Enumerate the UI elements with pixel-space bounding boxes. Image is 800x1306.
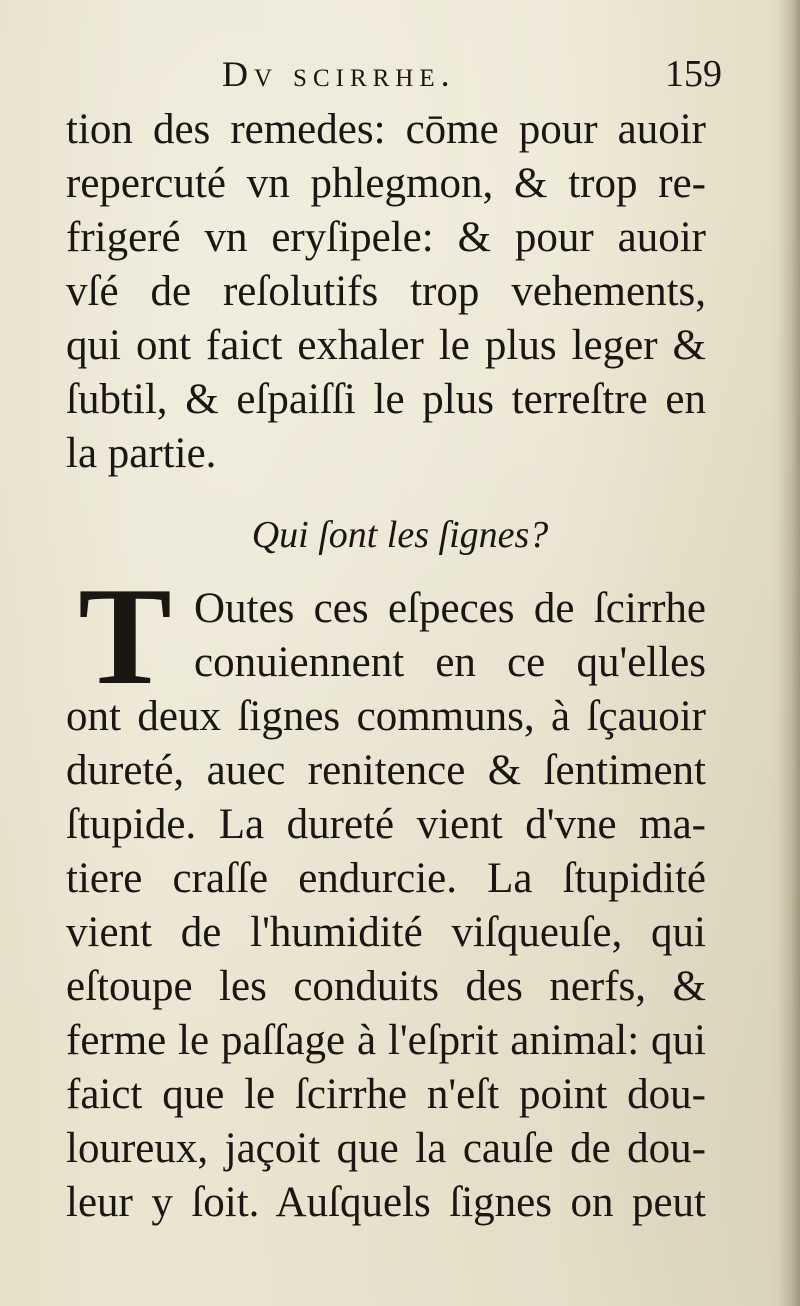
text-line: vient de l'humidité viſqueuſe, qui [66,909,706,956]
text-line: ont deux ſignes communs, à ſçauoir [66,693,706,740]
text-line: ſtupide. La dureté vient d'vne ma- [66,801,706,848]
text-line: la partie. [66,430,217,477]
running-title: Dv scirrhe. [222,54,456,94]
page-edge-shadow [778,0,800,1306]
text-line: qui ont faict exhaler le plus leger & [66,322,706,369]
text-line: conuiennent en ce qu'elles [194,639,706,686]
paragraph-2 [66,559,706,1230]
text-line: faict que le ſcirrhe n'eſt point dou- [66,1071,706,1118]
text-line: ſubtil, & eſpaiſſi le plus terreſtre en [66,376,706,423]
text-line: tion des remedes: cōme pour auoir [66,106,706,153]
paragraph-1 [66,103,706,481]
running-head [62,48,722,100]
text-line: leur y ſoit. Auſquels ſignes on peut [66,1179,706,1226]
text-line: ferme le paſſage à l'eſprit animal: qui [66,1017,706,1064]
text-line: Outes ces eſpeces de ſcirrhe [194,585,706,632]
text-line: tiere craſſe endurcie. La ſtupidité [66,855,706,902]
section-heading: Qui ſont les ſignes? [251,514,549,556]
text-line: loureux, jaçoit que la cauſe de dou- [66,1125,706,1172]
drop-cap: T [78,559,172,714]
text-line: eſtoupe les conduits des nerfs, & [66,963,706,1010]
page-number: 159 [665,53,722,95]
text-line: frigeré vn eryſipele: & pour auoir [66,214,706,261]
text-line: repercuté vn phlegmon, & trop re- [66,160,706,207]
text-line: vſé de reſolutifs trop vehements, [66,268,706,315]
text-line: dureté, auec renitence & ſentiment [66,747,706,794]
